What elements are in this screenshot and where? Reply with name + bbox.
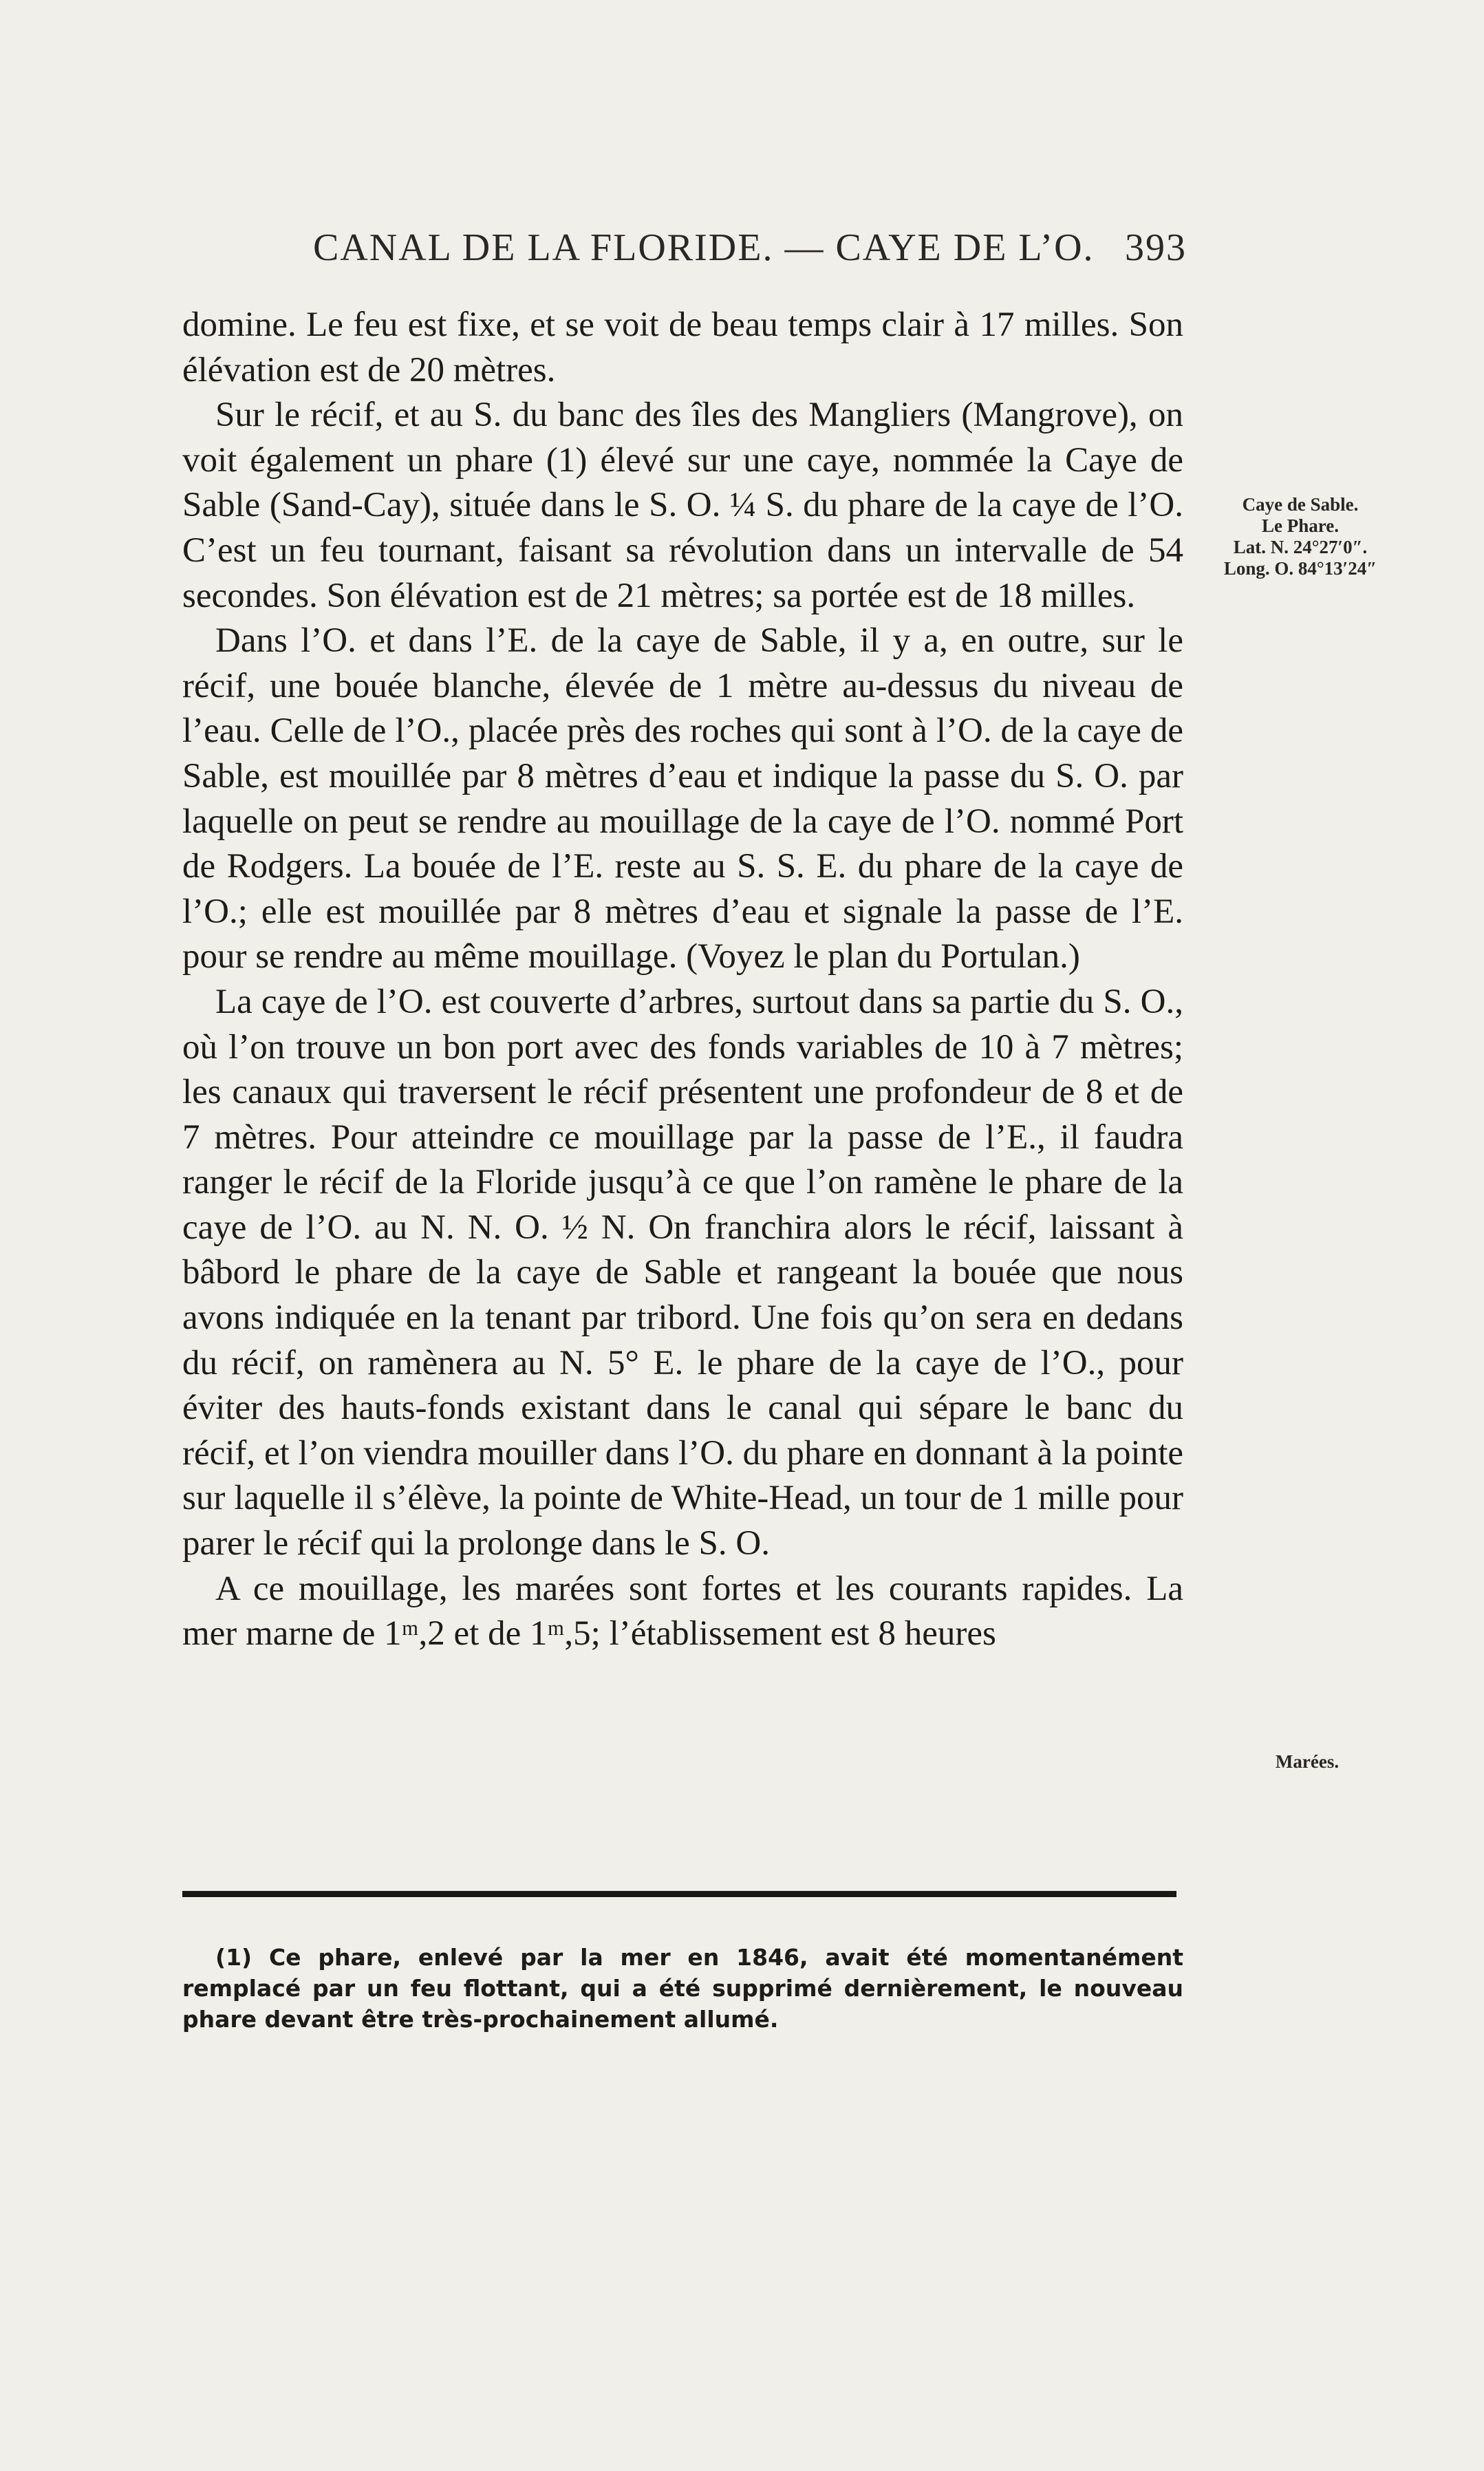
footnote-1: (1) Ce phare, enlevé par la mer en 1846, avait été momentanément remplacé par un feu flottant, qui a été supprimé dernièrement, le nouveau phare devant être très-prochainement allumé. [182,1944,1183,2033]
footnote-divider [182,1891,1176,1897]
paragraph-bouees: Dans l’O. et dans l’E. de la caye de Sable, il y a, en outre, sur le récif, une bouée blanche, élevée de 1 mètre au-dessus du niveau de l’eau. Celle de l’O., placée près des roches qui sont à l’O. de la caye de Sable, est mouillée par 8 mètres d’eau et indique la passe du S. O. par laquelle on peut se rendre au mouillage de la caye de l’O. nommé Port de Rodgers. La bouée de l’E. reste au S. S. E. du phare de la caye de l’O.; elle est mouillée par 8 mètres d’eau et signale la passe de l’E. pour se rendre au même mouillage. (Voyez le plan du Portulan.) [182,621,1183,976]
margin-note-subtitle: Le Phare. [1262,515,1339,536]
margin-note-title: Caye de Sable. [1242,494,1359,515]
margin-note-longitude: Long. O. 84°13′24″ [1223,558,1377,579]
paragraph-marees: A ce mouillage, les marées sont fortes et les courants rapides. La mer marne de 1ᵐ,2 et de 1ᵐ,5; l’établissement est 8 heures [182,1569,1183,1654]
footnotes [182,1942,1183,2035]
page-number: 393 [1125,226,1187,269]
paragraph-mouillage: La caye de l’O. est couverte d’arbres, surtout dans sa partie du S. O., où l’on trouve un bon port avec des fonds variables de 10 à 7 mètres; les canaux qui traversent le récif présentent une profondeur de 8 et de 7 mètres. Pour atteindre ce mouillage par la passe de l’E., il faudra ranger le récif de la Floride jusqu’à ce que l’on ramène le phare de la caye de l’O. au N. N. O. ½ N. On franchira alors le récif, laissant à bâbord le phare de la caye de Sable et rangeant la bouée que nous avons indiquée en la tenant par tribord. Une fois qu’on sera en dedans du récif, on ramènera au N. 5° E. le phare de la caye de l’O., pour éviter des hauts-fonds existant dans le canal qui sépare le banc du récif, et l’on viendra mouiller dans l’O. du phare en donnant à la pointe sur laquelle il s’élève, la pointe de White-Head, un tour de 1 mille pour parer le récif qui la prolonge dans le S. O. [182,982,1183,1563]
body-text [182,303,1183,1657]
page-header [313,226,1187,281]
paragraph-caye-de-sable: Sur le récif, et au S. du banc des îles des Mangliers (Mangrove), on voit également un phare (1) élevé sur une caye, nommée la Caye de Sable (Sand-Cay), située dans le S. O. ¼ S. du phare de la caye de l’O. C’est un feu tournant, faisant sa révolution dans un intervalle de 54 secondes. Son élévation est de 21 mètres; sa portée est de 18 milles. [182,396,1183,615]
running-title: CANAL DE LA FLORIDE. — CAYE DE L’O. [313,226,1095,269]
margin-note-caye-de-sable [1207,494,1393,579]
margin-note-marees: Marées. [1275,1751,1340,1772]
margin-note-latitude: Lat. N. 24°27′0″. [1233,537,1368,557]
paragraph-continuation: domine. Le feu est fixe, et se voit de beau temps clair à 17 milles. Son élévation est de 20 mètres. [182,306,1183,389]
